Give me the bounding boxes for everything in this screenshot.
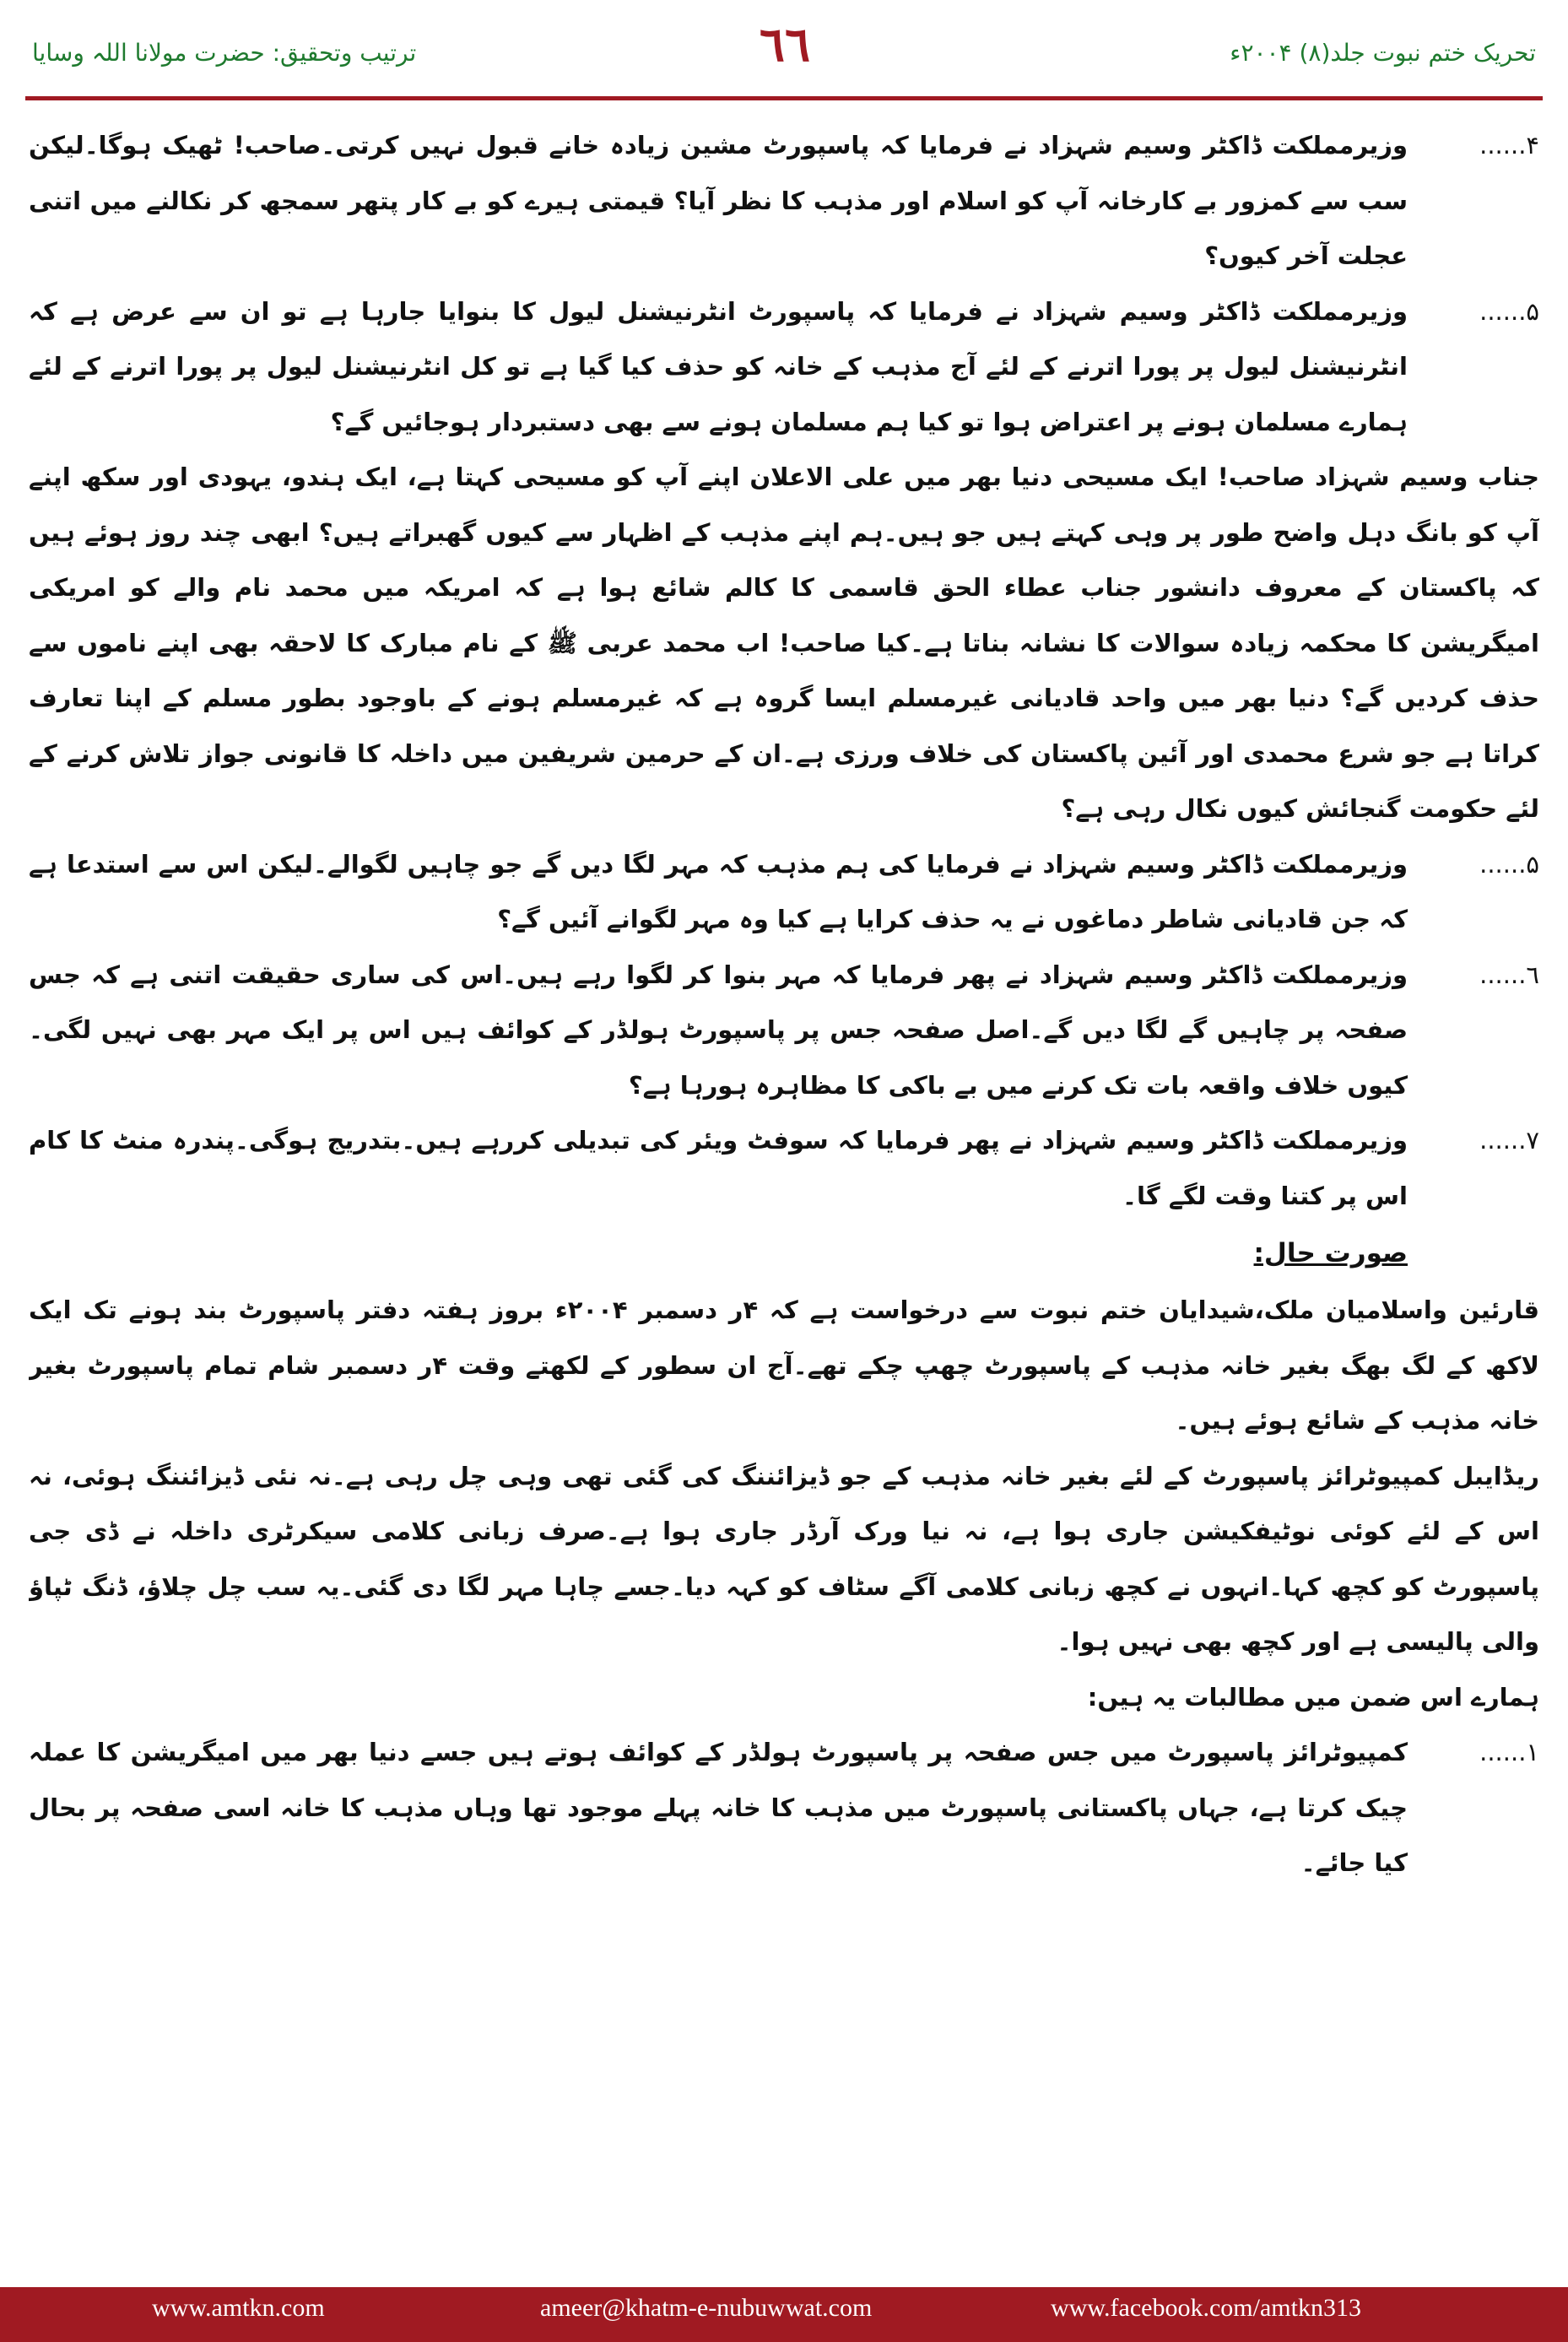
website-link[interactable]: www.amtkn.com [152, 2294, 325, 2322]
section-heading: صورت حال: [1253, 1238, 1408, 1268]
item-marker: ۴...... [1479, 131, 1539, 160]
list-item-5 [29, 284, 1539, 451]
email-link[interactable]: ameer@khatm-e-nubuwwat.com [540, 2294, 873, 2322]
item-text: وزیرمملکت ڈاکٹر وسیم شہزاد نے پھر فرمایا کہ سوفٹ ویئر کی تبدیلی کررہے ہیں۔بتدریج ہوگی۔پندرہ منٹ کا کام اس پر کتنا وقت لگے گا۔ [29, 1126, 1408, 1210]
item-text: وزیرمملکت ڈاکٹر وسیم شہزاد نے فرمایا کہ پاسپورٹ انٹرنیشنل لیول کا بنوایا جارہا ہے تو ان سے عرض ہے کہ انٹرنیشنل لیول پر پورا اترنے کے لئے آج مذہب کے خانہ کو حذف کیا گیا ہے تو کل انٹرنیشنل لیول پر پورا اترنے کے لئے ہمارے مسلمان ہونے پر اعتراض ہوا تو کیا ہم مسلمان ہونے سے بھی دستبردار ہوجائیں گے؟ [29, 296, 1408, 436]
book-title: تحریک ختم نبوت جلد(۸) ۲۰۰۴ء [1230, 39, 1536, 67]
list-item-7 [29, 1113, 1539, 1224]
list-item-6 [29, 948, 1539, 1114]
item-text: وزیرمملکت ڈاکٹر وسیم شہزاد نے فرمایا کی ہم مذہب کہ مہر لگا دیں گے جو چاہیں لگوالے۔لیکن اس سے استدعا ہے کہ جن قادیانی شاطر دماغوں نے یہ حذف کرایا ہے کیا وہ مہر لگوانے آئیں گے؟ [29, 849, 1408, 933]
page-footer [0, 2287, 1568, 2342]
item-marker: ۷...... [1479, 1126, 1539, 1155]
paragraph-demands-intro: ہمارے اس ضمن میں مطالبات یہ ہیں: [1087, 1682, 1539, 1712]
item-marker: ۵...... [1479, 849, 1539, 879]
paragraph-address: جناب وسیم شہزاد صاحب! ایک مسیحی دنیا بھر میں علی الاعلان اپنے آپ کو مسیحی کہتا ہے، ایک ہندو، یہودی اور سکھ اپنے آپ کو بانگ دہل واضح طور پر وہی کہتے ہیں جو ہیں۔ہم اپنے مذہب کے اظہار سے کیوں گھبراتے ہیں؟ ابھی چند روز ہوئے ہیں کہ پاکستان کے معروف دانشور جناب عطاء الحق قاسمی کا کالم شائع ہوا ہے کہ امریکہ میں محمد نام والے کو امریکی امیگریشن کا محکمہ زیادہ سوالات کا نشانہ بناتا ہے۔کیا صاحب! اب محمد عربی ﷺ کے نام مبارک کا لاحقہ بھی اپنے ناموں سے حذف کردیں گے؟ دنیا بھر میں واحد قادیانی غیرمسلم ایسا گروہ ہے کہ غیرمسلم ہونے کے باوجود بطور مسلم کے اپنا تعارف کراتا ہے جو شرع محمدی اور آئین پاکستان کی خلاف ورزی ہے۔ان کے حرمین شریفین میں داخلہ کا قانونی جواز تلاش کرنے کے لئے حکومت گنجائش کیوں نکال رہی ہے؟ [29, 462, 1539, 823]
page-body [29, 118, 1539, 2279]
page-header [0, 0, 1568, 100]
page-number: ٦٦ [759, 17, 811, 73]
compiler-credit: ترتیب وتحقیق: حضرت مولانا اللہ وسایا [32, 39, 417, 67]
item-text: وزیرمملکت ڈاکٹر وسیم شہزاد نے پھر فرمایا کہ مہر بنوا کر لگوا رہے ہیں۔اس کی ساری حقیقت اتنی ہے کہ جس صفحہ پر چاہیں گے لگا دیں گے۔اصل صفحہ جس پر پاسپورٹ ہولڈر کے کوائف ہیں اس پر ایک مہر بھی نہیں لگی۔کیوں خلاف واقعہ بات تک کرنے میں بے باکی کا مظاہرہ ہورہا ہے؟ [29, 960, 1408, 1100]
item-text: کمپیوٹرائز پاسپورٹ میں جس صفحہ پر پاسپورٹ ہولڈر کے کوائف ہوتے ہیں جسے دنیا بھر میں امیگریشن کا عملہ چیک کرتا ہے، جہاں پاکستانی پاسپورٹ میں مذہب کا خانہ پہلے موجود تھا وہاں مذہب کا خانہ اسی صفحہ پر بحال کیا جائے۔ [29, 1738, 1408, 1877]
paragraph-situation: قارئین واسلامیان ملک،شیدایان ختم نبوت سے درخواست ہے کہ ۴ر دسمبر ۲۰۰۴ء بروز ہفتہ دفتر پاسپورٹ بند ہونے تک ایک لاکھ کے لگ بھگ بغیر خانہ مذہب کے پاسپورٹ چھپ چکے تھے۔آج ان سطور کے لکھتے وقت ۴ر دسمبر شام تمام پاسپورٹ بغیر خانہ مذہب کے شائع ہوئے ہیں۔ [29, 1295, 1539, 1435]
item-marker: ۵...... [1479, 296, 1539, 326]
item-marker: ۱...... [1479, 1738, 1539, 1766]
item-text: وزیرمملکت ڈاکٹر وسیم شہزاد نے فرمایا کہ پاسپورٹ مشین زیادہ خانے قبول نہیں کرتی۔صاحب! ٹھیک ہوگا۔لیکن سب سے کمزور بے کارخانہ آپ کو اسلام اور مذہب کا نظر آیا؟ قیمتی ہیرے کو بے کار پتھر سمجھ کر نکالنے میں اتنی عجلت آخر کیوں؟ [29, 131, 1408, 270]
facebook-link[interactable]: www.facebook.com/amtkn313 [1051, 2294, 1361, 2322]
list-item-4 [29, 118, 1539, 284]
header-divider [25, 96, 1543, 100]
list-item-demand-1 [29, 1725, 1539, 1891]
list-item-5b [29, 837, 1539, 948]
item-marker: ٦...... [1479, 960, 1539, 989]
paragraph-design: ریڈایبل کمپیوٹرائز پاسپورٹ کے لئے بغیر خانہ مذہب کے جو ڈیزائننگ کی گئی تھی وہی چل رہی ہے۔نہ نئی ڈیزائننگ ہوئی، نہ اس کے لئے کوئی نوٹیفکیشن جاری ہوا ہے، نہ نیا ورک آرڈر جاری ہوا ہے۔صرف زبانی کلامی سیکرٹری داخلہ نے ڈی جی پاسپورٹ کو کچھ کہا۔انہوں نے کچھ زبانی کلامی آگے سٹاف کو کہہ دیا۔جسے چاہا مہر لگا دی گئی۔یہ سب چل چلاؤ، ڈنگ ٹپاؤ والی پالیسی ہے اور کچھ بھی نہیں ہوا۔ [29, 1461, 1539, 1656]
